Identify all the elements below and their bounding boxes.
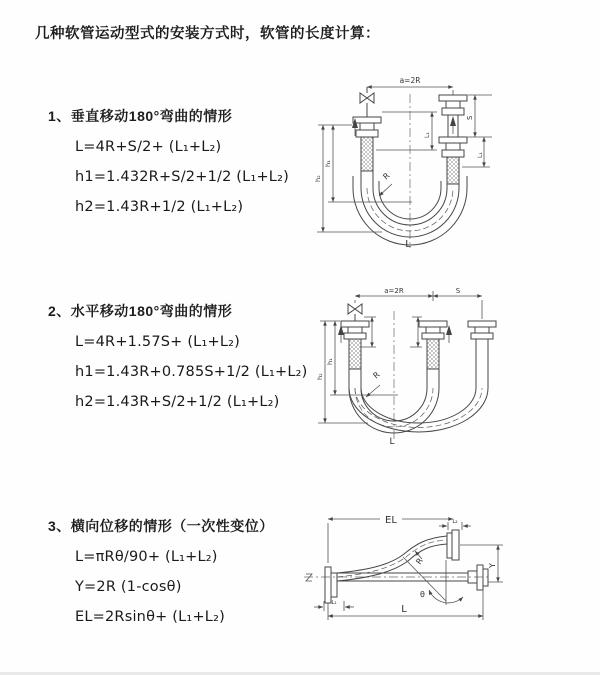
upper-flange — [447, 530, 459, 560]
dimension-y — [460, 545, 503, 582]
dim-label-s: S — [455, 287, 461, 295]
radius-callout — [414, 551, 425, 566]
dim-label-l1-left: L₁ — [424, 132, 431, 138]
left-flange — [325, 567, 337, 603]
dim-label-l1-right: L₁ — [477, 152, 484, 158]
dim-label-a2r: a=2R — [399, 76, 421, 85]
dimension-l — [328, 590, 483, 620]
section-1-heading: 1、垂直移动180°弯曲的情形 — [48, 108, 233, 124]
dim-label-l: L — [389, 437, 395, 447]
dim-label-l: L — [405, 239, 411, 250]
diagram-vertical-180-bend — [312, 70, 527, 260]
dim-label-a2r: a=2R — [384, 287, 404, 295]
middle-flange-assembly — [419, 321, 447, 339]
dimension-a2r — [367, 76, 453, 95]
valve-icon — [360, 87, 374, 117]
right-flange-assembly — [468, 321, 496, 339]
valve-icon — [348, 304, 362, 321]
right-flange-upper — [439, 95, 467, 115]
formula-h2: h2=1.43R+1/2 (L₁+L₂) — [75, 199, 244, 215]
dimension-s-l1 — [462, 95, 492, 167]
right-hose-braid — [447, 157, 459, 184]
hose-displaced-position — [337, 536, 447, 581]
page-title: 几种软管运动型式的安装方式时，软管的长度计算： — [35, 26, 380, 42]
section-3-heading: 3、横向位移的情形（一次性变位） — [48, 518, 274, 534]
dim-label-r: R — [371, 370, 382, 381]
middle-hose-braid — [427, 339, 439, 369]
dim-label-r: R — [414, 556, 425, 567]
pipe-break-mark — [306, 574, 312, 581]
section-2-heading: 2、水平移动180°弯曲的情形 — [48, 303, 233, 319]
dimension-l1-left — [376, 112, 437, 150]
left-hose-braid — [361, 137, 373, 171]
formula-y: Y=2R (1-cosθ) — [75, 579, 182, 595]
dim-label-el: EL — [385, 515, 397, 526]
formula-length: L=4R+1.57S+ (L₁+L₂) — [75, 334, 240, 350]
dim-label-y: Y — [488, 563, 497, 568]
dimension-l2 — [439, 519, 471, 530]
dim-label-h1: h₁ — [324, 160, 332, 167]
dim-label-r: R — [381, 171, 392, 182]
dim-label-h1: h₁ — [326, 358, 334, 365]
dimension-h — [316, 321, 398, 423]
dim-label-l1: L₁ — [331, 600, 337, 606]
left-flange-assembly — [341, 321, 369, 339]
section-2 — [48, 301, 308, 417]
formula-length: L=4R+S/2+ (L₁+L₂) — [75, 139, 222, 155]
right-flange-lower — [439, 137, 467, 157]
radius-callout — [379, 171, 392, 196]
formula-length: L=πRθ/90+ (L₁+L₂) — [75, 549, 218, 565]
section-1-formulas — [48, 132, 289, 222]
diagram-horizontal-180-bend — [308, 283, 563, 453]
right-flange — [468, 565, 488, 590]
u-bend-position-2 — [349, 339, 488, 432]
formula-h1: h1=1.432R+S/2+1/2 (L₁+L₂) — [75, 169, 289, 185]
dim-label-theta: θ — [420, 590, 425, 599]
dimension-a2r-s — [355, 287, 482, 319]
dimension-el — [328, 515, 453, 563]
dimension-l1 — [314, 600, 354, 611]
section-3 — [48, 516, 274, 632]
dim-label-l: L — [401, 604, 407, 615]
diagram-lateral-displacement — [298, 497, 568, 657]
dim-label-h2: h₂ — [316, 373, 324, 380]
movement-arrows — [352, 116, 456, 136]
section-1 — [48, 106, 289, 222]
radius-callout — [366, 370, 382, 397]
section-3-formulas — [48, 542, 274, 632]
formula-h2: h2=1.43R+S/2+1/2 (L₁+L₂) — [75, 394, 280, 410]
formula-el: EL=2Rsinθ+ (L₁+L₂) — [75, 609, 225, 625]
formula-h1: h1=1.43R+0.785S+1/2 (L₁+L₂) — [75, 364, 308, 380]
dim-label-s: S — [466, 115, 474, 120]
dim-label-l2: L₂ — [452, 519, 458, 525]
section-2-formulas — [48, 327, 308, 417]
left-hose-braid — [349, 339, 361, 369]
dim-label-h2: h₂ — [314, 175, 322, 182]
